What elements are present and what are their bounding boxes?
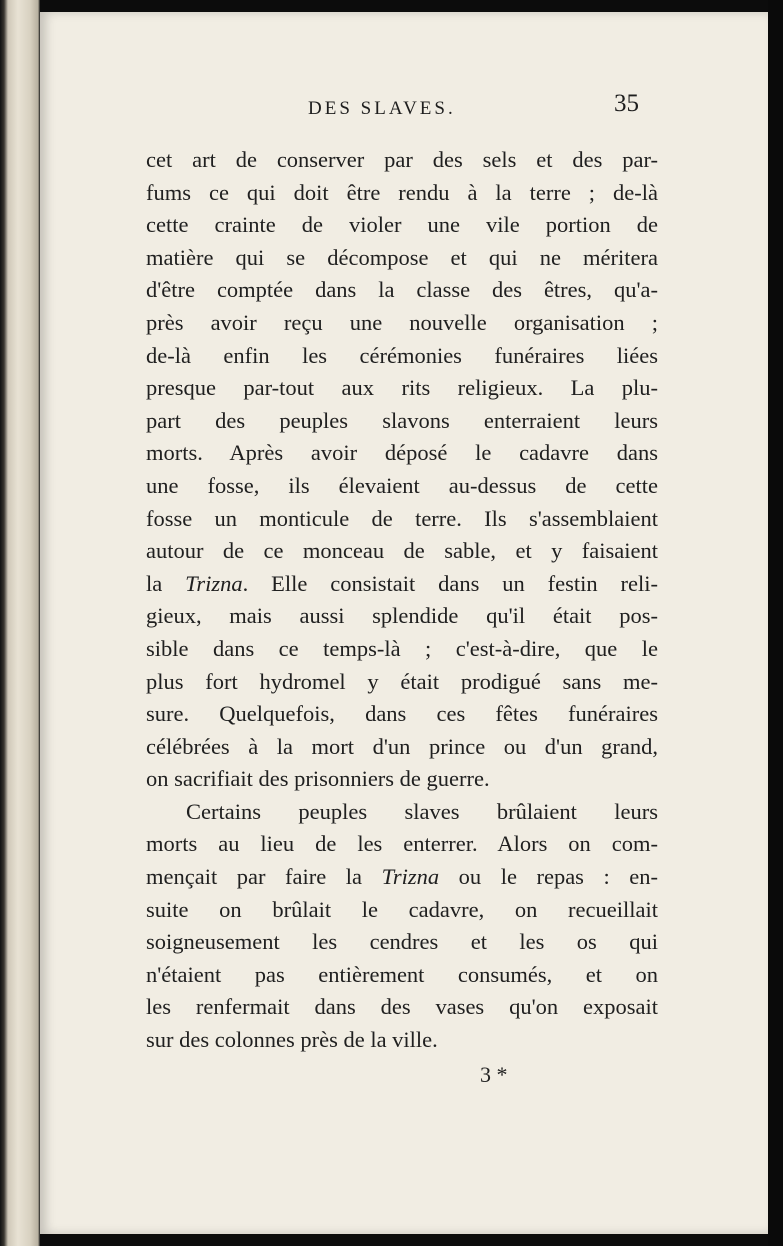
scan-border	[768, 0, 783, 1246]
text-line: mençait par faire la Trizna ou le repas : en-	[146, 864, 658, 890]
page-number: 35	[614, 90, 639, 117]
text-line: morts. Après avoir déposé le cadavre dans	[146, 440, 658, 466]
text-line: autour de ce monceau de sable, et y faisaient	[146, 538, 658, 564]
text-line: matière qui se décompose et qui ne méritera	[146, 244, 658, 270]
text-line: n'étaient pas entièrement consumés, et on	[146, 961, 658, 987]
text-line: gieux, mais aussi splendide qu'il était pos-	[146, 603, 658, 629]
text-line: cet art de conserver par des sels et des par-	[146, 147, 658, 172]
text-line: part des peuples slavons enterraient leurs	[146, 407, 658, 433]
text-line: une fosse, ils élevaient au-dessus de cette	[146, 472, 658, 498]
text-line: morts au lieu de les enterrer. Alors on com-	[146, 831, 658, 857]
text-line: cette crainte de violer une vile portion de	[146, 212, 658, 238]
signature-mark: 3 *	[480, 1062, 508, 1087]
text-line: sible dans ce temps-là ; c'est-à-dire, que le	[146, 635, 658, 661]
page-header	[40, 90, 768, 130]
book-page	[40, 12, 768, 1234]
body-text	[146, 144, 658, 1057]
text-line: d'être comptée dans la classe des êtres, qu'a-	[146, 277, 658, 303]
text-line: Certains peuples slaves brûlaient leurs	[186, 798, 658, 824]
running-head: DES SLAVES.	[308, 98, 456, 119]
text-line: on sacrifiait des prisonniers de guerre.	[146, 766, 490, 792]
text-line: fums ce qui doit être rendu à la terre ; de-là	[146, 179, 658, 205]
text-line: la Trizna. Elle consistait dans un festin reli-	[146, 570, 658, 596]
text-line: plus fort hydromel y était prodigué sans me-	[146, 668, 658, 694]
text-line: suite on brûlait le cadavre, on recueillait	[146, 896, 658, 922]
text-line: près avoir reçu une nouvelle organisation ;	[146, 309, 658, 335]
text-line: sure. Quelquefois, dans ces fêtes funéraires	[146, 701, 658, 727]
text-line: soigneusement les cendres et les os qui	[146, 929, 658, 955]
book-gutter-edge	[0, 0, 40, 1246]
text-line: fosse un monticule de terre. Ils s'assemblaient	[146, 505, 658, 531]
text-line: presque par-tout aux rits religieux. La plu-	[146, 375, 658, 401]
text-line: de-là enfin les cérémonies funéraires liées	[146, 342, 658, 368]
text-line: sur des colonnes près de la ville.	[146, 1027, 438, 1053]
text-line: les renfermait dans des vases qu'on exposait	[146, 994, 658, 1020]
text-line: célébrées à la mort d'un prince ou d'un grand,	[146, 733, 658, 759]
